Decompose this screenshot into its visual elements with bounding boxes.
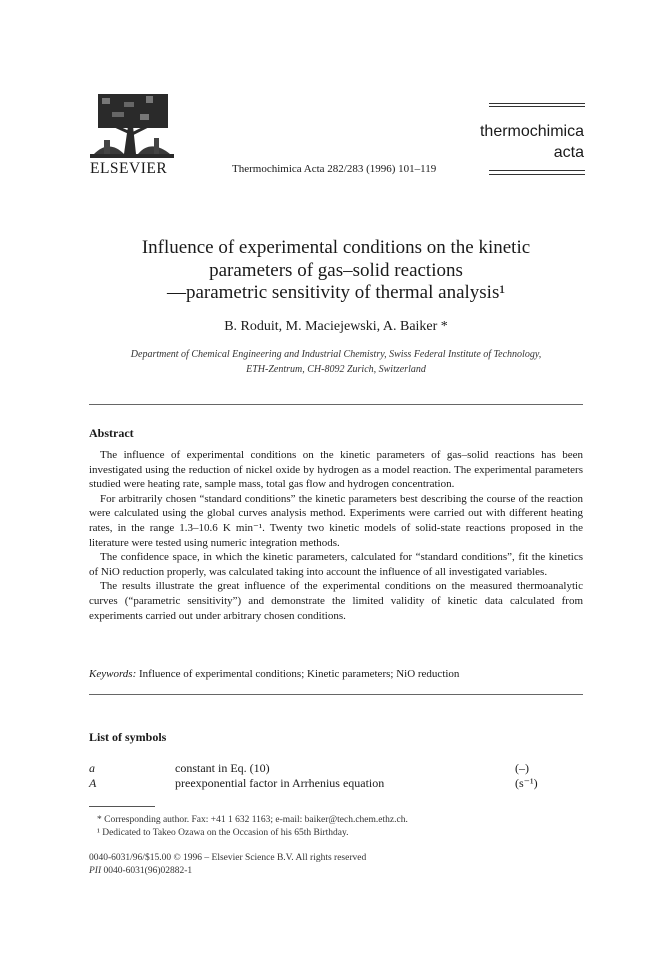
footnote: ¹ Dedicated to Takeo Ozawa on the Occasion of his 65th Birthday.: [97, 827, 349, 838]
abstract-paragraph: The results illustrate the great influence of the experimental conditions on the measured thermoanalytic curves (“parametric sensitivity”) and demonstrate the limited validity of kinetic data calculated from experiments carried out under arbitrary chosen conditions.: [89, 580, 583, 622]
journal-rule-top-2: [489, 106, 585, 107]
divider-top: [89, 404, 583, 405]
affiliation-line: ETH-Zentrum, CH-8092 Zurich, Switzerland: [246, 364, 426, 375]
affiliation: [90, 347, 582, 377]
pii-line: [89, 865, 366, 878]
abstract-body: [89, 448, 583, 623]
title-line: parameters of gas–solid reactions: [209, 259, 463, 281]
divider-bottom: [89, 694, 583, 695]
publisher-name: ELSEVIER: [90, 160, 168, 177]
copyright-block: [89, 852, 366, 878]
journal-name-line2: acta: [553, 144, 584, 161]
symbol: a: [89, 761, 95, 775]
authors: B. Roduit, M. Maciejewski, A. Baiker *: [224, 319, 448, 334]
symbol-description: preexponential factor in Arrhenius equation: [175, 776, 385, 790]
symbol-row: [89, 761, 583, 777]
symbols-heading: List of symbols: [89, 730, 167, 744]
abstract-paragraph: The influence of experimental conditions on the kinetic parameters of gas–solid reactions has been investigated using the reduction of nickel oxide by hydrogen as a model reaction. The experimental parameters studied were heating rate, sample mass, total gas flow and hydrogen concentration.: [89, 449, 583, 491]
article-title: [80, 237, 592, 305]
symbol-unit: (–): [515, 761, 529, 775]
journal-citation: Thermochimica Acta 282/283 (1996) 101–119: [232, 163, 437, 175]
copyright-line: 0040-6031/96/$15.00 © 1996 – Elsevier Science B.V. All rights reserved: [89, 853, 367, 863]
symbol-row: [89, 776, 583, 792]
journal-rule-bottom: [489, 170, 585, 171]
keywords-text: Influence of experimental conditions; Kinetic parameters; NiO reduction: [139, 668, 460, 680]
journal-name-line1: thermochimica: [479, 123, 584, 140]
footnote-rule: [89, 806, 155, 807]
affiliation-line: Department of Chemical Engineering and Industrial Chemistry, Swiss Federal Institute of Technology,: [130, 349, 542, 360]
footnote: * Corresponding author. Fax: +41 1 632 1163; e-mail: baiker@tech.chem.ethz.ch.: [97, 815, 408, 825]
journal-rule-top: [489, 103, 585, 104]
symbol-description: constant in Eq. (10): [175, 761, 270, 775]
title-line: —parametric sensitivity of thermal analysis¹: [166, 282, 506, 303]
symbol: A: [89, 776, 97, 790]
footnotes: [89, 814, 583, 839]
abstract-heading: Abstract: [89, 426, 134, 440]
pii-label: PII: [89, 866, 102, 876]
elsevier-tree-logo: [84, 92, 180, 168]
abstract-paragraph: For arbitrarily chosen “standard conditions” the kinetic parameters best describing the course of the reaction were calculated using the global curves analysis method. Experiments were carried out with different heating rates, in the range 1.3–10.6 K min⁻¹. Twenty two kinetic models of solid-state reactions proposed in the literature were tested using numeric integration methods.: [89, 492, 583, 549]
abstract-paragraph: The confidence space, in which the kinetic parameters, calculated for “standard conditions”, fit the kinetics of NiO reduction properly, was calculated taking into account the influence of all investigated variables.: [89, 551, 583, 578]
symbol-unit: (s⁻¹): [515, 776, 538, 790]
journal-rule-bottom-2: [489, 174, 585, 175]
keywords: [89, 668, 583, 680]
pii-value: 0040-6031(96)02882-1: [103, 866, 193, 876]
keywords-label: Keywords:: [89, 668, 137, 680]
title-line: Influence of experimental conditions on the kinetic: [141, 237, 531, 258]
